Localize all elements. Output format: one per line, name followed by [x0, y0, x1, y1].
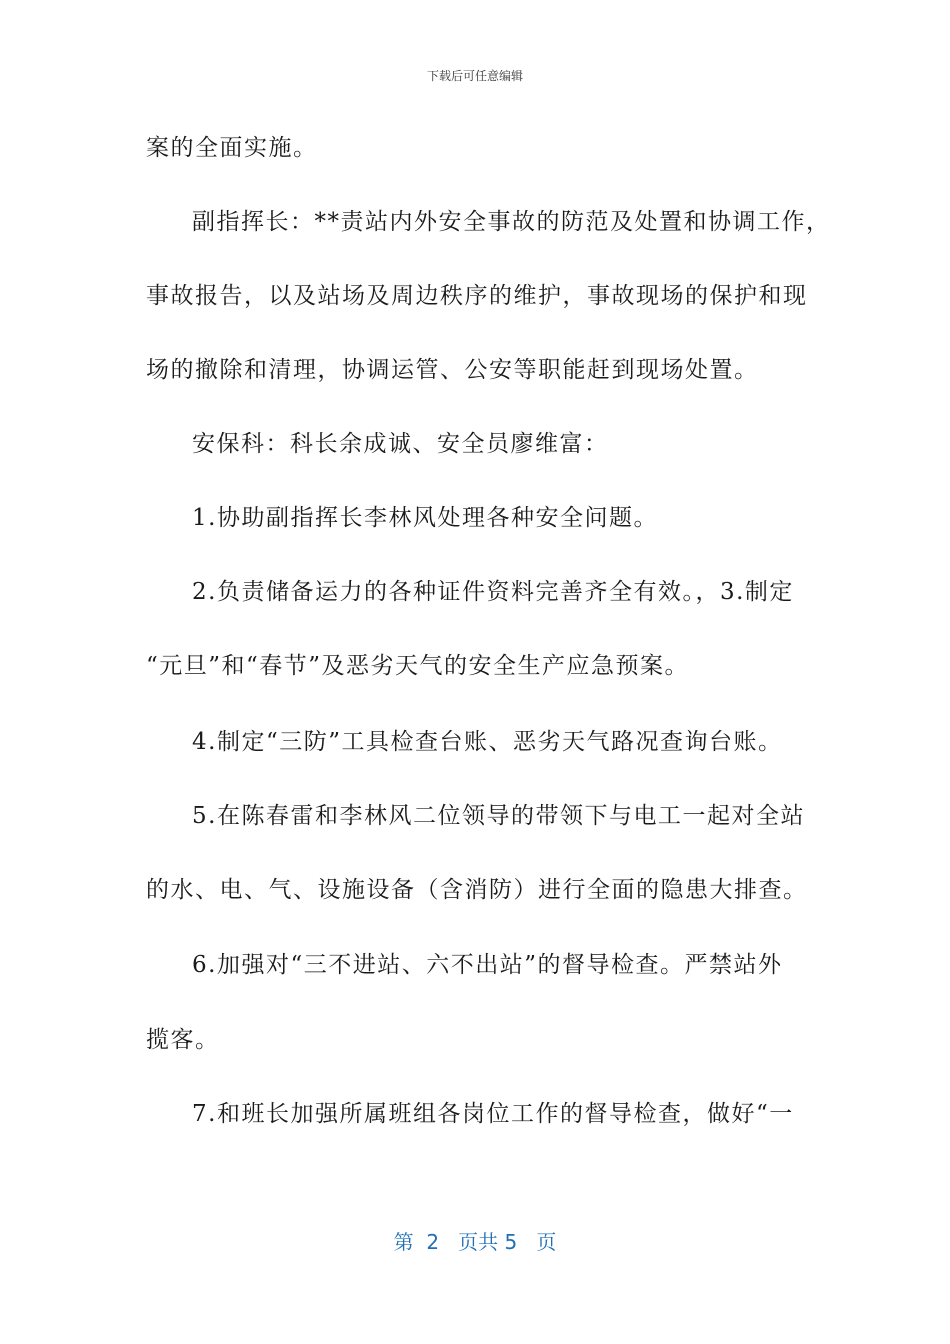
page-header-note: 下载后可任意编辑: [426, 69, 523, 83]
paragraph-line: 4.制定“三防”工具检查台账、恶劣天气路况查询台账。: [192, 729, 783, 755]
paragraph-line: 事故报告，以及站场及周边秩序的维护，事故现场的保护和现: [146, 283, 808, 309]
paragraph-line: “元旦”和“春节”及恶劣天气的安全生产应急预案。: [146, 653, 690, 679]
paragraph-line: 揽客。: [146, 1027, 220, 1053]
paragraph-line: 6.加强对“三不进站、六不出站”的督导检查。严禁站外: [192, 952, 783, 978]
paragraph-line: 案的全面实施。: [146, 135, 318, 161]
paragraph-line: 1.协助副指挥长李林风处理各种安全问题。: [192, 505, 658, 531]
page-number-footer: 第 2 页共 5 页: [393, 1230, 557, 1254]
paragraph-line: 5.在陈春雷和李林风二位领导的带领下与电工一起对全站: [192, 803, 805, 829]
paragraph-line: 7.和班长加强所属班组各岗位工作的督导检查，做好“一: [192, 1101, 794, 1127]
paragraph-line: 2.负责储备运力的各种证件资料完善齐全有效。，3.制定: [192, 579, 794, 605]
paragraph-line: 的水、电、气、设施设备（含消防）进行全面的隐患大排查。: [146, 877, 808, 903]
paragraph-line: 安保科：科长余成诚、安全员廖维富：: [192, 431, 609, 457]
paragraph-line: 场的撤除和清理，协调运管、公安等职能赶到现场处置。: [146, 357, 759, 383]
paragraph-line: 副指挥长：**责站内外安全事故的防范及处置和协调工作，: [192, 209, 831, 235]
